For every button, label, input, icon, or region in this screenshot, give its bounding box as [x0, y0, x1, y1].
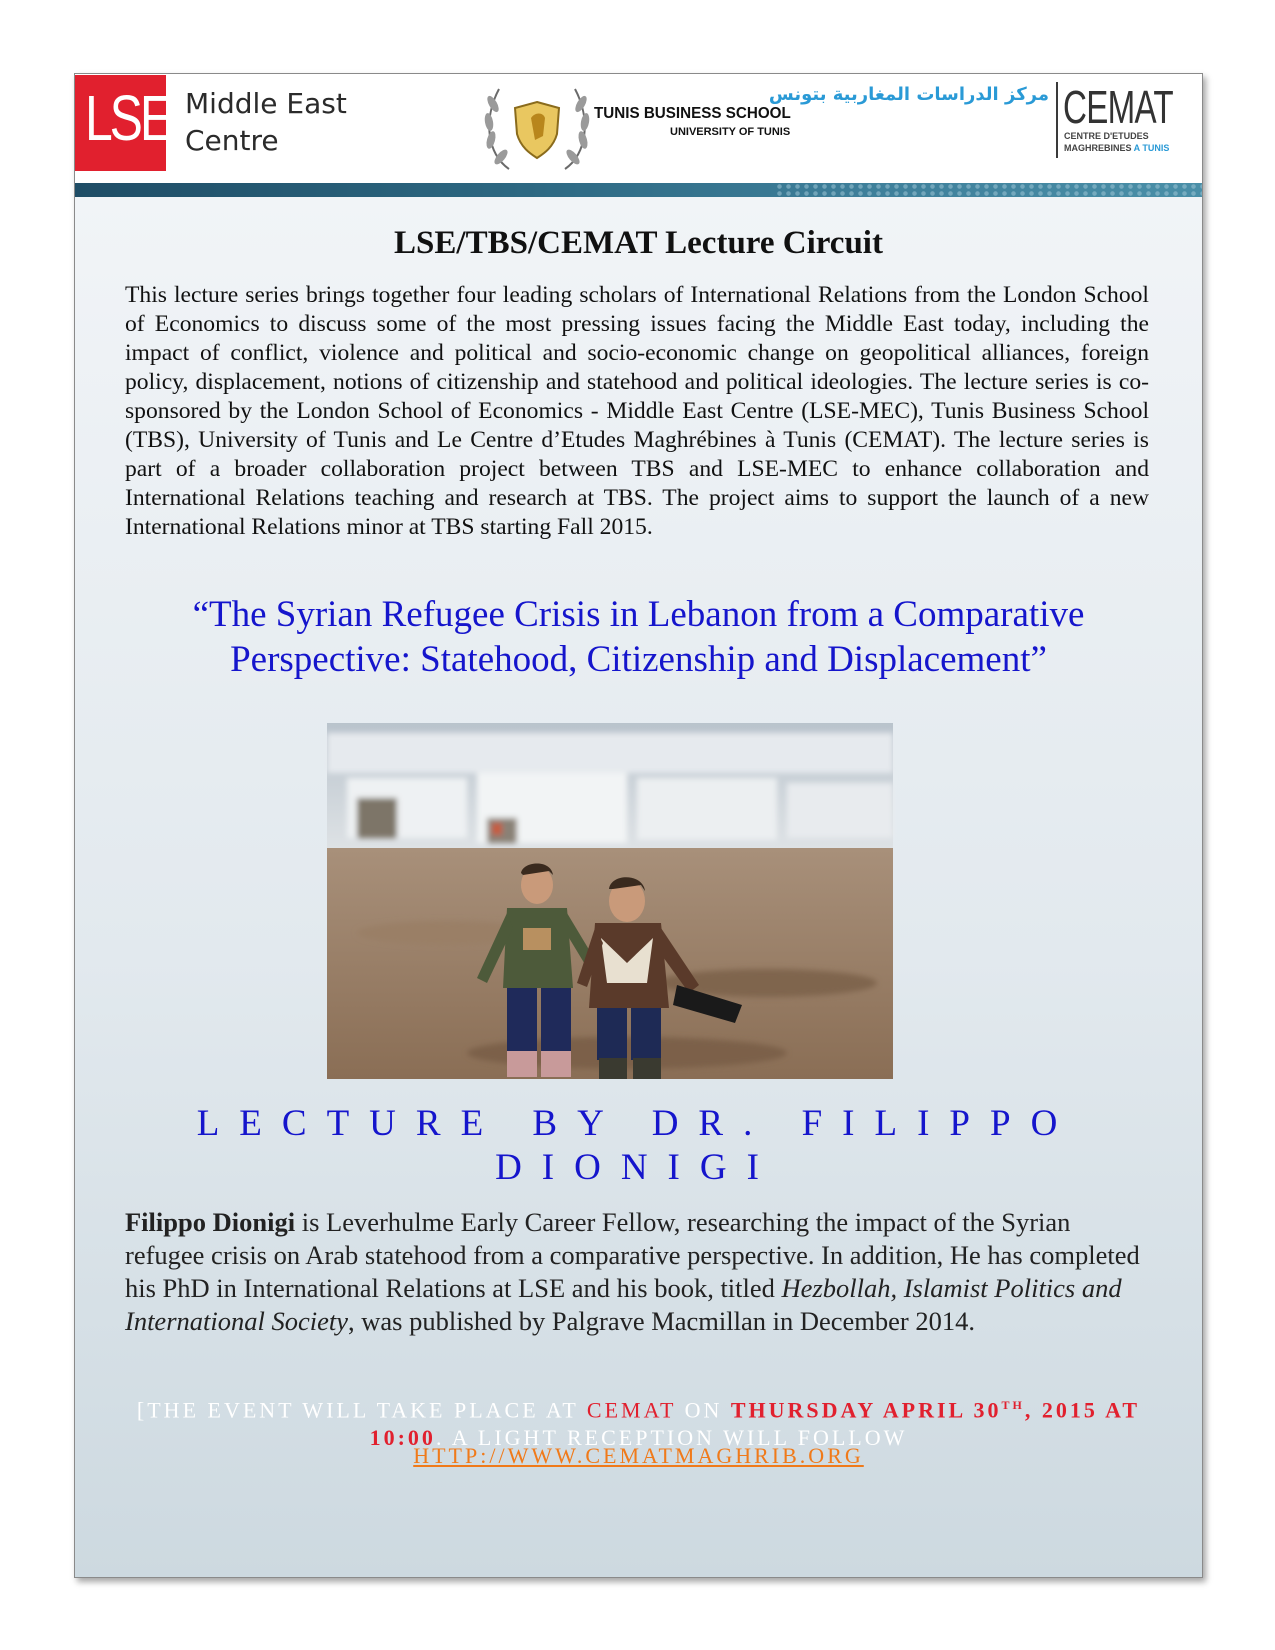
logo-header: [75, 74, 1202, 189]
middle-east-centre-text: Middle East Centre: [185, 87, 347, 157]
event-on: ON: [676, 1397, 731, 1423]
event-date-suffix: TH: [1001, 1398, 1025, 1412]
tbs-name: TUNIS BUSINESS SCHOOL: [594, 105, 791, 122]
event-date-time: , 2015 AT 10:00: [369, 1397, 1141, 1451]
book-title: Hezbollah, Islamist Politics and International Society: [125, 1273, 1122, 1336]
event-venue: CEMAT: [586, 1397, 677, 1423]
speaker-name: Filippo Dionigi: [125, 1207, 296, 1237]
lse-logo: [75, 75, 171, 171]
speaker-heading: LECTURE BY DR. FILIPPO DIONIGI: [196, 1103, 1078, 1188]
header-band-texture: [775, 183, 1202, 197]
svg-text:مركز الدراسات المغاربية بتونس: مركز الدراسات المغاربية بتونس: [768, 84, 1049, 105]
cemat-divider: [1056, 82, 1058, 158]
cemat-subtitle-line1: CENTRE D'ETUDES: [1064, 131, 1149, 141]
tbs-university: UNIVERSITY OF TUNIS: [670, 126, 791, 138]
refugee-children-photo: [327, 723, 893, 1079]
cemat-subtitle-line2a: MAGHREBINES: [1064, 143, 1134, 153]
lse-logo-text: LSE: [85, 82, 171, 154]
bio-part1: is Leverhulme Early Career Fellow, researching the impact of the Syrian refugee crisis on Arab statehood from a comparative perspective. In addition, He has completed his PhD in International Relations at LSE and his book, titled: [125, 1207, 1140, 1303]
page-title: LSE/TBS/CEMAT Lecture Circuit: [394, 225, 883, 261]
middle-east-centre-label: [185, 85, 425, 159]
speaker-bio: [125, 1206, 1149, 1338]
flyer-page: [74, 73, 1203, 1578]
cemat-website-link[interactable]: HTTP://WWW.CEMATMAGHRIB.ORG: [413, 1443, 864, 1468]
cemat-subtitle-line2: [1064, 142, 1169, 154]
event-intro: [THE EVENT WILL TAKE PLACE AT: [136, 1397, 587, 1423]
event-date: THURSDAY APRIL 30: [730, 1397, 1002, 1423]
cemat-subtitle: [1064, 130, 1169, 154]
event-reception: . A LIGHT RECEPTION WILL FOLLOW: [435, 1425, 908, 1451]
bio-part2: , was published by Palgrave Macmillan in December 2014.: [348, 1306, 976, 1336]
lecture-title: “The Syrian Refugee Crisis in Lebanon from a Comparative Perspective: Statehood, Citizenship and Displacement”: [192, 594, 1085, 680]
cemat-logo-text: CEMAT: [1063, 81, 1173, 133]
cemat-arabic-logo: [768, 80, 1051, 160]
intro-paragraph: This lecture series brings together four leading scholars of International Relations from the London School of Economics to discuss some of the most pressing issues facing the Middle East today, including the impact of conflict, violence and political and socio-economic change on geopolitical alliances, foreign policy, displacement, notions of citizenship and statehood and political ideologies. The lecture series is co-sponsored by the London School of Economics - Middle East Centre (LSE-MEC), Tunis Business School (TBS), University of Tunis and Le Centre d’Etudes Maghrébines à Tunis (CEMAT). The lecture series is part of a broader collaboration project between TBS and LSE-MEC to enhance collaboration and International Relations teaching and research at TBS. The project aims to support the launch of a new International Relations minor at TBS starting Fall 2015.: [125, 282, 1149, 540]
tbs-laurel-eagle-icon: [479, 74, 595, 184]
cemat-subtitle-line2b: A TUNIS: [1133, 143, 1170, 153]
